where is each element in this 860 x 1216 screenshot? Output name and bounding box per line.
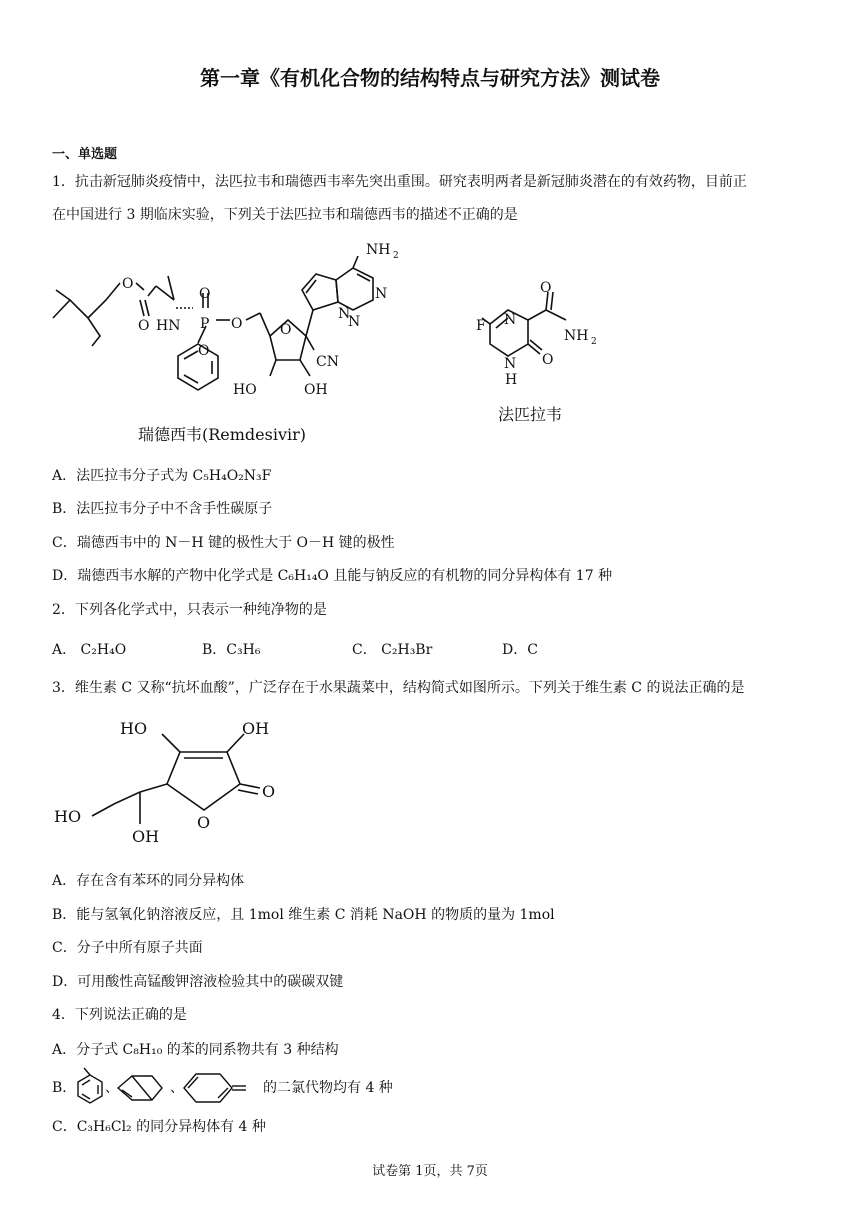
- q4-stem: 4．下列说法正确的是: [52, 1007, 187, 1023]
- svg-text:OH: OH: [242, 719, 270, 738]
- q1-stem-line1: 1．抗击新冠肺炎疫情中，法匹拉韦和瑞德西韦率先突出重围。研究表明两者是新冠肺炎潜在的有效药物，目前正: [52, 174, 747, 190]
- remdesivir-caption: 瑞德西韦(Remdesivir): [138, 425, 307, 444]
- svg-text:HO: HO: [54, 807, 82, 826]
- page-footer: 试卷第 1页，共 7页: [372, 1164, 488, 1179]
- q3-option-c: C．分子中所有原子共面: [52, 940, 203, 956]
- q4-option-a: A．分子式 C₈H₁₀ 的苯的同系物共有 3 种结构: [52, 1042, 339, 1058]
- section-heading: 一、单选题: [52, 147, 118, 162]
- q3-option-a: A．存在含有苯环的同分异构体: [52, 873, 245, 889]
- remdesivir-structure: [48, 238, 408, 448]
- svg-text:P: P: [200, 316, 210, 332]
- svg-text:2: 2: [591, 337, 597, 347]
- svg-text:O: O: [138, 318, 150, 334]
- favipiravir-structure: [478, 282, 628, 432]
- svg-text:HO: HO: [120, 719, 148, 738]
- svg-text:O: O: [198, 343, 210, 359]
- q1-option-c: C．瑞德西韦中的 N－H 键的极性大于 O－H 键的极性: [52, 535, 395, 551]
- svg-text:OH: OH: [304, 382, 328, 398]
- q1-option-a: A．法匹拉韦分子式为 C₅H₄O₂N₃F: [52, 468, 272, 484]
- svg-text:2: 2: [393, 251, 399, 261]
- svg-text:N: N: [338, 306, 351, 322]
- svg-text:HN: HN: [156, 318, 181, 334]
- q4-option-b-prefix: B．: [52, 1080, 77, 1096]
- q3-stem: 3．维生素 C 又称“抗坏血酸”，广泛存在于水果蔬菜中，结构简式如图所示。下列关于维生素 C 的说法正确的是: [52, 680, 745, 696]
- q1-option-b: B．法匹拉韦分子中不含手性碳原子: [52, 501, 273, 517]
- svg-text:N: N: [348, 314, 361, 330]
- q4-option-b-suffix: 的二氯代物均有 4 种: [263, 1080, 393, 1096]
- q2-option-c: C． C₂H₃Br: [352, 642, 433, 658]
- q4-option-b-sep1: 、: [105, 1080, 119, 1096]
- q1-option-d: D．瑞德西韦水解的产物中化学式是 C₆H₁₄O 且能与钠反应的有机物的同分异构体有 17 种: [52, 568, 613, 584]
- svg-text:N: N: [504, 356, 517, 372]
- svg-text:N: N: [375, 286, 388, 302]
- svg-text:O: O: [231, 316, 243, 332]
- svg-text:F: F: [476, 318, 486, 334]
- q3-option-b: B．能与氢氧化钠溶液反应，且 1mol 维生素 C 消耗 NaOH 的物质的量为 1mol: [52, 907, 555, 923]
- svg-text:O: O: [197, 813, 211, 832]
- q2-option-d: D．C: [502, 642, 538, 658]
- svg-text:CN: CN: [316, 354, 339, 370]
- svg-text:O: O: [262, 782, 276, 801]
- vitamin-c-structure: [52, 712, 312, 852]
- favipiravir-caption: 法匹拉韦: [498, 405, 563, 424]
- q4-option-c: C．C₃H₆Cl₂ 的同分异构体有 4 种: [52, 1119, 266, 1135]
- svg-text:O: O: [199, 286, 211, 302]
- q2-option-b: B．C₃H₆: [202, 642, 261, 658]
- q1-stem-line2: 在中国进行 3 期临床实验，下列关于法匹拉韦和瑞德西韦的描述不正确的是: [52, 207, 518, 223]
- svg-text:N: N: [504, 312, 517, 328]
- svg-text:NH: NH: [564, 328, 589, 344]
- q2-stem: 2．下列各化学式中，只表示一种纯净物的是: [52, 602, 327, 618]
- q2-option-a: A． C₂H₄O: [52, 642, 127, 658]
- svg-text:H: H: [505, 372, 518, 388]
- svg-text:O: O: [542, 352, 554, 368]
- svg-text:HO: HO: [233, 382, 257, 398]
- q4-option-b-sep2: 、: [170, 1080, 184, 1096]
- q2-options: [52, 640, 812, 660]
- svg-text:NH: NH: [366, 242, 391, 258]
- remdesivir-o-label: O: [122, 276, 134, 292]
- q3-option-d: D．可用酸性高锰酸钾溶液检验其中的碳碳双键: [52, 974, 344, 990]
- svg-text:O: O: [540, 280, 552, 296]
- svg-text:OH: OH: [132, 827, 160, 846]
- page-title: 第一章《有机化合物的结构特点与研究方法》测试卷: [200, 66, 660, 90]
- svg-text:O: O: [280, 322, 292, 338]
